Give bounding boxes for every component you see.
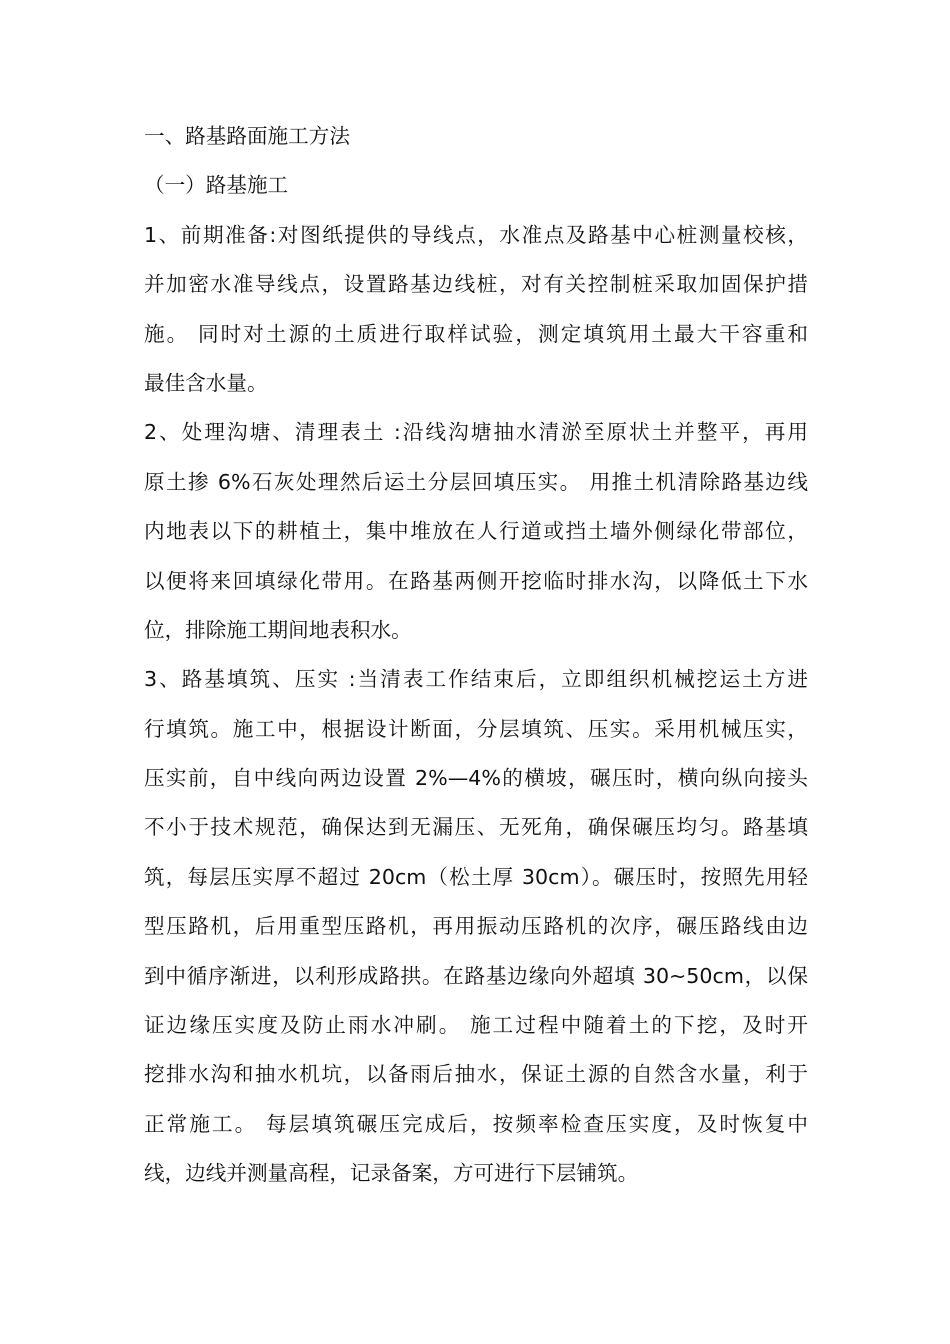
paragraph-preparation xyxy=(144,211,808,409)
paragraph-line: 位，排除施工期间地表积水。 xyxy=(144,617,412,642)
paragraph-line: 并加密水准导线点，设置路基边线桩，对有关控制桩采取加固保护措 xyxy=(144,272,808,297)
paragraph-line: 筑，每层压实厚不超过 20cm（松土厚 30cm）。碾压时，按照先用轻 xyxy=(144,864,808,889)
paragraph-line: 型压路机，后用重型压路机，再用振动压路机的次序，碾压路线由边 xyxy=(144,914,808,939)
document-body xyxy=(144,112,808,1199)
paragraph-line: 最佳含水量。 xyxy=(144,370,268,395)
paragraph-line: 3、路基填筑、压实 :当清表工作结束后，立即组织机械挖运土方进 xyxy=(144,667,808,692)
paragraph-line: 2、处理沟塘、清理表土 :沿线沟塘抽水清淤至原状土并整平，再用 xyxy=(144,420,808,445)
paragraph-line: 不小于技术规范，确保达到无漏压、无死角，确保碾压均匀。路基填 xyxy=(144,815,808,840)
paragraph-line: 证边缘压实度及防止雨水冲刷。 施工过程中随着土的下挖，及时开 xyxy=(144,1013,808,1038)
paragraph-line: 行填筑。施工中，根据设计断面，分层填筑、压实。采用机械压实， xyxy=(144,716,808,741)
paragraph-line: 1、前期准备:对图纸提供的导线点，水准点及路基中心桩测量校核， xyxy=(144,222,808,247)
paragraph-line: 压实前，自中线向两边设置 2%—4%的横坡，碾压时，横向纵向接头 xyxy=(144,766,808,791)
paragraph-line: 以便将来回填绿化带用。在路基两侧开挖临时排水沟，以降低土下水 xyxy=(144,568,808,593)
paragraph-clearing xyxy=(144,408,808,655)
paragraph-line: 线，边线并测量高程，记录备案，方可进行下层铺筑。 xyxy=(144,1161,639,1186)
paragraph-line: 施。 同时对土源的土质进行取样试验，测定填筑用土最大干容重和 xyxy=(144,321,808,346)
paragraph-line: 正常施工。 每层填筑碾压完成后，按频率检查压实度，及时恢复中 xyxy=(144,1111,808,1136)
paragraph-line: 原土掺 6%石灰处理然后运土分层回填压实。 用推土机清除路基边线 xyxy=(144,469,808,494)
paragraph-filling-compaction xyxy=(144,655,808,1198)
paragraph-line: 挖排水沟和抽水机坑，以备雨后抽水，保证土源的自然含水量，利于 xyxy=(144,1062,808,1087)
paragraph-line: 内地表以下的耕植土，集中堆放在人行道或挡土墙外侧绿化带部位， xyxy=(144,519,808,544)
subsection-heading: （一）路基施工 xyxy=(144,173,289,198)
section-heading: 一、路基路面施工方法 xyxy=(144,124,350,148)
paragraph-line: 到中循序渐进，以利形成路拱。在路基边缘向外超填 30~50cm，以保 xyxy=(144,963,808,988)
